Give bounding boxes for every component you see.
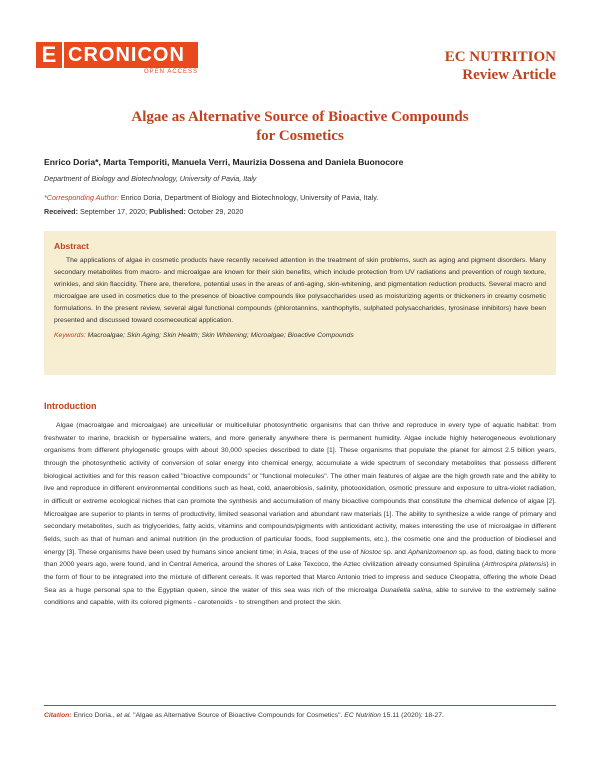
logo-letter: E bbox=[36, 42, 62, 68]
received-date: September 17, 2020; bbox=[77, 207, 150, 216]
logo-tagline: OPEN ACCESS bbox=[143, 69, 198, 75]
title-line-1: Algae as Alternative Source of Bioactive Compounds bbox=[131, 109, 469, 125]
published-date: October 29, 2020 bbox=[185, 207, 244, 216]
species-dunaliella: Dunaliella salina bbox=[380, 586, 432, 594]
journal-header bbox=[445, 48, 556, 84]
citation-details: 15.11 (2020): 18-27. bbox=[380, 712, 444, 719]
abstract-heading: Abstract bbox=[54, 241, 89, 251]
keywords bbox=[54, 330, 546, 341]
word-spa: spa bbox=[123, 586, 135, 594]
keywords-label: Keywords: bbox=[54, 332, 86, 339]
corresponding-text: Enrico Doria, Department of Biology and Biotechnology, University of Pavia, Italy. bbox=[118, 193, 379, 202]
species-aphanizomenon: Aphanizomenon bbox=[407, 548, 457, 556]
title-line-2: for Cosmetics bbox=[256, 128, 344, 144]
citation-footer bbox=[44, 711, 444, 721]
affiliation: Department of Biology and Biotechnology, University of Pavia, Italy bbox=[44, 174, 257, 183]
corresponding-label: *Corresponding Author: bbox=[44, 193, 119, 202]
intro-text-5: to the Egyptian queen, since the water of this sea was rich of the microalga bbox=[134, 586, 381, 594]
article-title bbox=[90, 108, 510, 146]
abstract-text: The applications of algae in cosmetic products have recently received attention in the treatment of skin problems, such as aging and pigment disorders. Many secondary metabolites from macro- and microalgae are known for their skin benefits, which include protection from UV radiations and prevention of rough texture, wrinkles, and skin flaccidity. There are, therefore, potential uses in the areas of anti-aging, skin-whitening, and pigmentation reduction products. Several macro and microalgae are used in cosmetics due to the presence of bioactive compounds like polysaccharides used as moisturizing agents or thickeners in creamy cosmetic formulations. In the present review, several algal functional compounds (phlorotannins, xanthophylls, sulphated polysaccharides, tyrosinase inhibitors) have been presented and discussed toward cosmeceutical application. bbox=[54, 257, 546, 324]
citation-journal: EC Nutrition bbox=[344, 712, 381, 719]
citation-etal: et al. bbox=[116, 712, 132, 719]
species-arthrospira: Arthrospira platensis bbox=[484, 561, 547, 569]
species-nostoc: Nostoc bbox=[360, 548, 382, 556]
footer-divider bbox=[44, 705, 556, 706]
introduction-paragraph bbox=[44, 420, 556, 610]
intro-text-4: ) in the form of flour to be integrated into the mixture of different cereals. It was reported that Marco Antonio tried to impress and seduce Cleopatra, offering the whole Dead Sea as a huge personal bbox=[44, 561, 556, 594]
cronicon-logo bbox=[36, 42, 198, 76]
citation-label: Citation: bbox=[44, 712, 72, 719]
keywords-text: Macroalgae; Skin Aging; Skin Health; Skin Whitening; Microalgae; Bioactive Compounds bbox=[85, 332, 354, 339]
citation-authors: Enrico Doria., bbox=[71, 712, 117, 719]
published-label: Published: bbox=[149, 207, 186, 216]
citation-title: "Algae as Alternative Source of Bioactive Compounds for Cosmetics". bbox=[131, 712, 345, 719]
corresponding-author bbox=[44, 193, 378, 203]
received-label: Received: bbox=[44, 207, 78, 216]
intro-text-2: sp. and bbox=[381, 548, 408, 556]
author-list: Enrico Doria*, Marta Temporiti, Manuela Verri, Maurizia Dossena and Daniela Buonocore bbox=[44, 157, 404, 167]
abstract-box bbox=[44, 231, 556, 375]
intro-text-3: sp. as food, dating back to more than 2000 years ago, were found, and in Central America, around the shores of Lake Texcoco, the Aztec civilization already consumed Spirulina ( bbox=[44, 548, 556, 569]
journal-name: EC NUTRITION bbox=[444, 49, 556, 65]
article-dates bbox=[44, 207, 243, 217]
logo-name: CRONICON bbox=[64, 42, 198, 68]
article-type: Review Article bbox=[462, 67, 556, 83]
intro-text-6: , able to survive to the extremely saline conditions and capable, with its colored pigments - carotenoids - to strengthen and protect the skin. bbox=[44, 586, 557, 607]
introduction-heading: Introduction bbox=[44, 401, 97, 411]
intro-text-1: Algae (macroalgae and microalgae) are unicellular or multicellular photosynthetic organisms that can thrive and reproduce in every type of aquatic habitat: from freshwater to marine, brackish or hypersaline waters, and more generally anywhere there is permanent humidity. Algae include highly heterogeneous evolutionary organisms from different phylogenetic groups with about 30,000 species described to date [1]. These organisms that populate the planet for almost 2.5 billion years, through the photosynthetic activity of conversion of solar energy into chemical energy, accumulate a wide spectrum of secondary metabolites that possess different biological activities and for this reason called "bioactive compounds" or "functional molecules". The other main features of algae are the high growth rate and the ability to live and reproduce in different environmental conditions such as heat, cold, anaerobiosis, salinity, photooxidation, osmotic pressure and exposure to ultra-violet radiation, in difficult or extreme ecological niches that can promote the synthesis and accumulation of many bioactive compounds that constitute the chemical defence of algae [2]. Microalgae are superior to plants in terms of productivity, limited seasonal variation and abundant raw materials [1]. The ability to synthesize a wide range of primary and secondary metabolites, such as triglycerides, fatty acids, vitamins and compounds/pigments with antioxidant activity, makes interesting the use of microalgae in different fields, such as that of human and animal nutrition (in the production of particular foods, food supplements, etc.), the cosmetic one and the production of biodiesel and energy [3]. These organisms have been used by humans since ancient time; in Asia, traces of the use of bbox=[44, 422, 556, 556]
